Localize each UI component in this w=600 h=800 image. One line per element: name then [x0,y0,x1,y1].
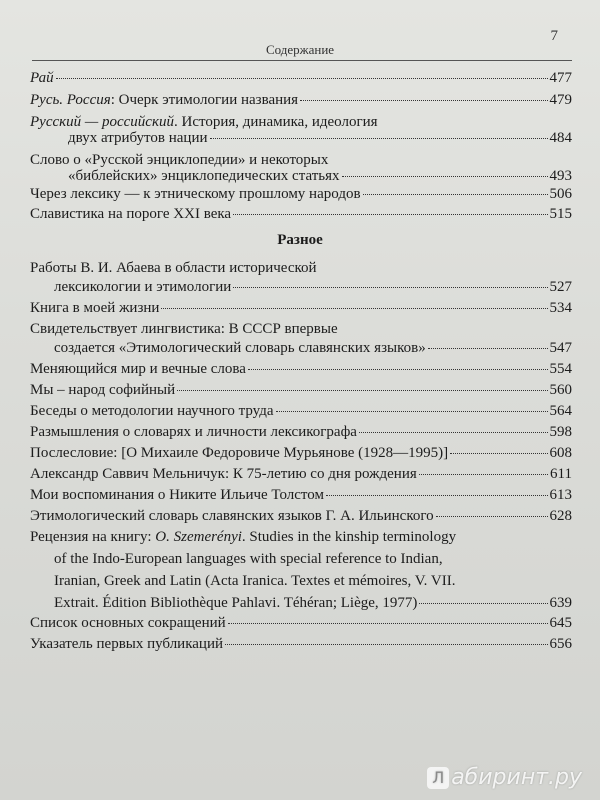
toc-entry-review[interactable]: Рецензия на книгу: O. Szemerényi. Studies in the kinship terminology [30,529,457,545]
toc-entry[interactable]: Книга в моей жизни 534 [30,300,572,316]
toc-entry-cont[interactable]: Extrait. Édition Bibliothèque Pahlavi. Téhéran; Liège, 1977) 639 [54,595,572,611]
toc-group-3 [30,615,572,652]
toc-entry[interactable]: Русский — российский. История, динамика, идеология [30,114,378,130]
toc-entry[interactable]: Славистика на пороге XXI века 515 [30,206,572,222]
running-header: Содержание [265,42,335,57]
toc-entry[interactable]: Работы В. И. Абаева в области исторической [30,260,317,276]
toc-entry[interactable]: Меняющийся мир и вечные слова 554 [30,361,572,377]
toc-entry[interactable]: Мы – народ софийный 560 [30,382,572,398]
toc-entry-cont[interactable]: создается «Этимологический словарь славянских языков» 547 [54,340,572,356]
toc-entry-cont[interactable]: of the Indo-European languages with special reference to Indian, [54,551,443,567]
header-rule [32,60,572,61]
toc-entry[interactable]: Слово о «Русской энциклопедии» и некоторых [30,152,329,168]
toc-entry[interactable]: Через лексику — к этническому прошлому народов 506 [30,186,572,202]
toc-group-2 [30,260,572,611]
labirint-watermark: Л абиринт.ру [427,765,582,790]
page-number: 7 [550,28,558,44]
toc-entry[interactable]: Этимологический словарь славянских языков Г. А. Ильинского 628 [30,508,572,524]
toc-entry-cont[interactable]: лексикологии и этимологии 527 [54,279,572,295]
toc-entry[interactable]: Александр Саввич Мельничук: К 75-летию со дня рождения 611 [30,466,572,482]
toc-entry[interactable]: Послесловие: [О Михаиле Федоровиче Мурьянове (1928—1995)] 608 [30,445,572,461]
labirint-logo-icon: Л [427,767,449,789]
toc-entry[interactable]: Русь. Россия: Очерк этимологии названия 479 [30,92,572,108]
toc-entry[interactable]: Беседы о методологии научного труда 564 [30,403,572,419]
toc-entry[interactable]: Список основных сокращений 645 [30,615,572,631]
section-heading: Разное [277,232,323,248]
toc-entry-cont[interactable]: «библейских» энциклопедических статьях 493 [68,168,572,184]
toc-entry[interactable]: Размышления о словарях и личности лексикографа 598 [30,424,572,440]
toc-entry[interactable]: Мои воспоминания о Никите Ильиче Толстом 613 [30,487,572,503]
toc-entry[interactable]: Рай 477 [30,70,572,86]
toc-entry[interactable]: Свидетельствует лингвистика: В СССР впервые [30,321,338,337]
toc-entry-cont[interactable]: Iranian, Greek and Latin (Acta Iranica. Textes et mémoires, V. VII. [54,573,456,589]
toc-group-1 [30,70,572,222]
toc-entry[interactable]: Указатель первых публикаций 656 [30,636,572,652]
toc-entry-cont[interactable]: двух атрибутов нации 484 [68,130,572,146]
